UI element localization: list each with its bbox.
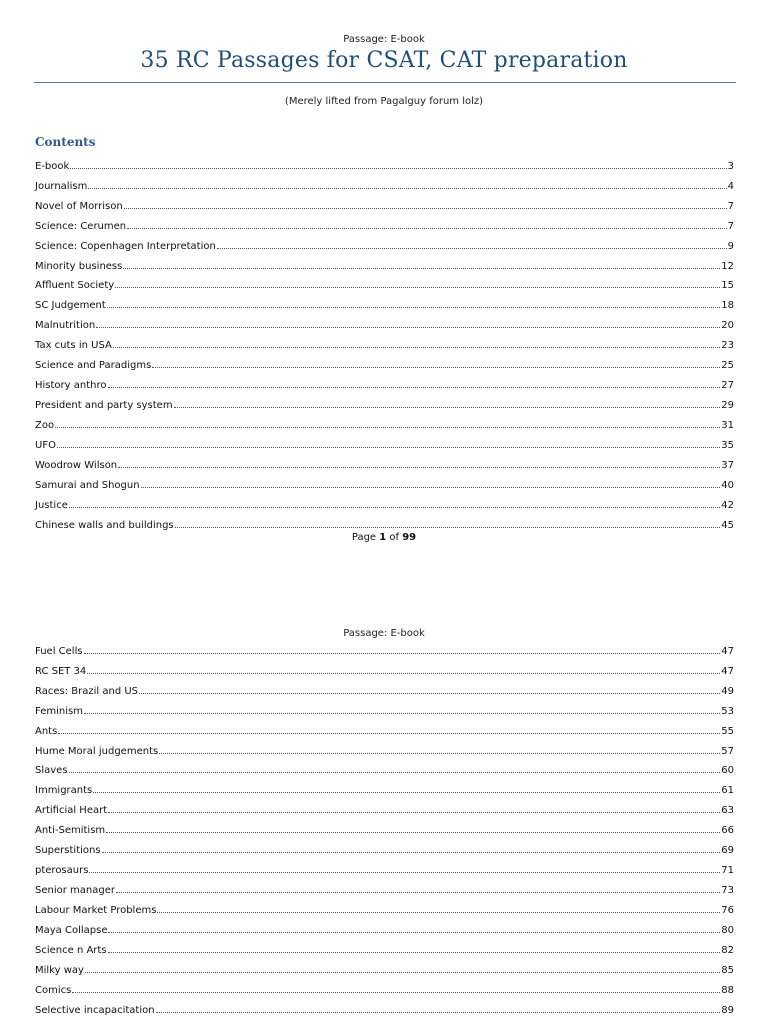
toc-dot-leader xyxy=(84,713,720,714)
title-underline xyxy=(34,82,736,83)
toc-dot-leader xyxy=(113,347,720,348)
toc-entry-label: Superstitions xyxy=(35,845,101,857)
toc-entry-page-number: 60 xyxy=(721,765,734,777)
toc-entry-label: Justice xyxy=(35,499,68,511)
toc-entry-page-number: 47 xyxy=(721,665,734,677)
toc-entry[interactable] xyxy=(35,212,734,232)
toc-entry-page-number: 29 xyxy=(721,399,734,411)
toc-entry[interactable] xyxy=(35,491,734,511)
toc-dot-leader xyxy=(87,673,720,674)
toc-dot-leader xyxy=(58,733,720,734)
toc-entry-page-number: 82 xyxy=(721,944,734,956)
toc-dot-leader xyxy=(157,912,720,913)
toc-entry-page-number: 3 xyxy=(727,160,734,172)
toc-entry-page-number: 47 xyxy=(721,645,734,657)
toc-dot-leader xyxy=(116,892,720,893)
toc-dot-leader xyxy=(159,753,720,754)
toc-entry-page-number: 49 xyxy=(721,685,734,697)
toc-entry-page-number: 18 xyxy=(721,300,734,312)
total-pages-number: 99 xyxy=(402,532,417,543)
toc-entry[interactable] xyxy=(35,876,734,896)
toc-entry-page-number: 23 xyxy=(721,340,734,352)
toc-entry[interactable] xyxy=(35,896,734,916)
toc-entry[interactable] xyxy=(35,172,734,192)
toc-dot-leader xyxy=(175,527,721,528)
toc-entry[interactable] xyxy=(35,757,734,777)
toc-entry-label: pterosaurs xyxy=(35,865,89,877)
toc-entry-label: Hume Moral judgements xyxy=(35,745,159,757)
toc-dot-leader xyxy=(108,932,720,933)
toc-dot-leader xyxy=(102,852,721,853)
toc-entry[interactable] xyxy=(35,391,734,411)
document-title: 35 RC Passages for CSAT, CAT preparation xyxy=(140,48,628,73)
toc-dot-leader xyxy=(141,487,721,488)
toc-dot-leader xyxy=(152,367,720,368)
toc-entry[interactable] xyxy=(35,637,734,657)
toc-entry[interactable] xyxy=(35,657,734,677)
toc-entry-label: Novel of Morrison xyxy=(35,200,123,212)
toc-entry-label: RC SET 34 xyxy=(35,665,87,677)
toc-entry[interactable] xyxy=(35,351,734,371)
toc-entry[interactable] xyxy=(35,936,734,956)
toc-dot-leader xyxy=(127,228,726,229)
toc-dot-leader xyxy=(55,427,720,428)
toc-entry-label: Woodrow Wilson xyxy=(35,459,118,471)
toc-entry-page-number: 12 xyxy=(721,260,734,272)
toc-entry[interactable] xyxy=(35,836,734,856)
toc-entry-page-number: 55 xyxy=(721,725,734,737)
toc-dot-leader xyxy=(108,952,721,953)
toc-entry-page-number: 25 xyxy=(721,360,734,372)
toc-entry[interactable] xyxy=(35,431,734,451)
toc-entry[interactable] xyxy=(35,311,734,331)
toc-entry[interactable] xyxy=(35,471,734,491)
toc-entry-label: Selective incapacitation xyxy=(35,1004,155,1016)
toc-dot-leader xyxy=(89,872,720,873)
toc-dot-leader xyxy=(139,693,720,694)
toc-dot-leader xyxy=(118,467,720,468)
toc-dot-leader xyxy=(124,208,727,209)
toc-entry-label: President and party system xyxy=(35,399,173,411)
toc-entry-page-number: 7 xyxy=(727,220,734,232)
toc-dot-leader xyxy=(69,507,720,508)
toc-entry-label: Science n Arts xyxy=(35,944,107,956)
toc-entry-page-number: 89 xyxy=(721,1004,734,1016)
toc-entry-label: Comics xyxy=(35,984,72,996)
toc-entry-page-number: 80 xyxy=(721,924,734,936)
toc-entry-page-number: 37 xyxy=(721,459,734,471)
toc-entry[interactable] xyxy=(35,451,734,471)
toc-entry[interactable] xyxy=(35,291,734,311)
toc-entry-page-number: 45 xyxy=(721,519,734,531)
toc-entry-page-number: 42 xyxy=(721,499,734,511)
table-of-contents-continued xyxy=(35,637,734,1016)
page-header: Passage: E-book xyxy=(343,628,425,639)
toc-entry-label: History anthro xyxy=(35,380,107,392)
toc-dot-leader xyxy=(115,287,720,288)
toc-entry-page-number: 76 xyxy=(721,904,734,916)
toc-entry-label: Immigrants xyxy=(35,785,93,797)
toc-entry-label: Races: Brazil and US xyxy=(35,685,139,697)
toc-entry[interactable] xyxy=(35,776,734,796)
toc-dot-leader xyxy=(88,188,726,189)
toc-entry-page-number: 88 xyxy=(721,984,734,996)
toc-entry[interactable] xyxy=(35,956,734,976)
toc-entry-page-number: 66 xyxy=(721,825,734,837)
toc-entry[interactable] xyxy=(35,697,734,717)
toc-dot-leader xyxy=(174,407,721,408)
toc-entry[interactable] xyxy=(35,996,734,1016)
toc-entry[interactable] xyxy=(35,976,734,996)
toc-entry-page-number: 53 xyxy=(721,705,734,717)
toc-entry-page-number: 31 xyxy=(721,419,734,431)
document-page-2 xyxy=(0,560,768,1024)
toc-entry-label: Science and Paradigms xyxy=(35,360,152,372)
toc-entry-label: Slaves xyxy=(35,765,68,777)
toc-entry-page-number: 40 xyxy=(721,479,734,491)
toc-entry-label: Anti-Semitism xyxy=(35,825,106,837)
current-page-number: 1 xyxy=(379,532,387,543)
toc-entry[interactable] xyxy=(35,371,734,391)
toc-entry[interactable] xyxy=(35,232,734,252)
toc-dot-leader xyxy=(70,168,726,169)
toc-dot-leader xyxy=(93,792,720,793)
toc-entry[interactable] xyxy=(35,677,734,697)
toc-dot-leader xyxy=(123,268,720,269)
toc-dot-leader xyxy=(156,1012,721,1013)
toc-entry-page-number: 20 xyxy=(721,320,734,332)
toc-dot-leader xyxy=(84,653,721,654)
toc-entry-label: Senior manager xyxy=(35,884,115,896)
toc-entry-label: Maya Collapse xyxy=(35,924,108,936)
toc-entry[interactable] xyxy=(35,856,734,876)
toc-entry[interactable] xyxy=(35,152,734,172)
toc-entry-label: Ants xyxy=(35,725,58,737)
toc-entry-page-number: 27 xyxy=(721,380,734,392)
toc-entry-label: Samurai and Shogun xyxy=(35,479,140,491)
page-of-label: of xyxy=(386,532,403,543)
toc-entry-page-number: 15 xyxy=(721,280,734,292)
toc-entry[interactable] xyxy=(35,331,734,351)
toc-entry-label: Chinese walls and buildings xyxy=(35,519,174,531)
toc-dot-leader xyxy=(96,327,720,328)
toc-entry-page-number: 57 xyxy=(721,745,734,757)
toc-entry[interactable] xyxy=(35,192,734,212)
toc-entry[interactable] xyxy=(35,916,734,936)
toc-entry-label: Tax cuts in USA xyxy=(35,340,112,352)
toc-entry[interactable] xyxy=(35,717,734,737)
page-header: Passage: E-book xyxy=(343,34,425,45)
toc-entry-page-number: 63 xyxy=(721,805,734,817)
toc-entry-label: Feminism xyxy=(35,705,83,717)
toc-entry-label: Affluent Society xyxy=(35,280,115,292)
toc-entry-label: SC Judgement xyxy=(35,300,106,312)
contents-heading: Contents xyxy=(35,135,96,149)
toc-dot-leader xyxy=(108,812,720,813)
toc-entry-page-number: 69 xyxy=(721,845,734,857)
page-label: Page xyxy=(351,532,380,543)
toc-entry-label: Journalism xyxy=(35,180,88,192)
toc-dot-leader xyxy=(108,387,721,388)
toc-entry-label: UFO xyxy=(35,439,56,451)
toc-dot-leader xyxy=(57,447,720,448)
toc-entry-page-number: 73 xyxy=(721,884,734,896)
toc-entry[interactable] xyxy=(35,796,734,816)
toc-dot-leader xyxy=(72,992,720,993)
toc-entry[interactable] xyxy=(35,411,734,431)
toc-dot-leader xyxy=(107,307,720,308)
toc-entry[interactable] xyxy=(35,272,734,292)
toc-entry-label: E-book xyxy=(35,160,70,172)
toc-entry-label: Minority business xyxy=(35,260,123,272)
toc-entry-label: Fuel Cells xyxy=(35,645,83,657)
toc-entry[interactable] xyxy=(35,816,734,836)
toc-dot-leader xyxy=(69,772,721,773)
toc-entry-page-number: 85 xyxy=(721,964,734,976)
toc-entry-label: Science: Copenhagen Interpretation xyxy=(35,240,216,252)
toc-dot-leader xyxy=(106,832,720,833)
toc-entry-label: Science: Cerumen xyxy=(35,220,127,232)
toc-entry-label: Zoo xyxy=(35,419,55,431)
toc-entry-page-number: 4 xyxy=(727,180,734,192)
toc-dot-leader xyxy=(85,972,720,973)
toc-entry-page-number: 71 xyxy=(721,865,734,877)
toc-entry-page-number: 7 xyxy=(727,200,734,212)
document-subtitle: (Merely lifted from Pagalguy forum lolz) xyxy=(284,96,484,107)
toc-entry-label: Artificial Heart xyxy=(35,805,108,817)
page-footer xyxy=(0,532,768,543)
toc-entry[interactable] xyxy=(35,252,734,272)
toc-entry[interactable] xyxy=(35,511,734,531)
toc-entry-page-number: 61 xyxy=(721,785,734,797)
toc-entry-label: Milky way xyxy=(35,964,84,976)
toc-entry-page-number: 35 xyxy=(721,439,734,451)
toc-entry-page-number: 9 xyxy=(727,240,734,252)
toc-entry-label: Labour Market Problems xyxy=(35,904,157,916)
toc-entry-label: Malnutrition xyxy=(35,320,96,332)
toc-entry[interactable] xyxy=(35,737,734,757)
table-of-contents xyxy=(35,152,734,531)
toc-dot-leader xyxy=(217,248,727,249)
